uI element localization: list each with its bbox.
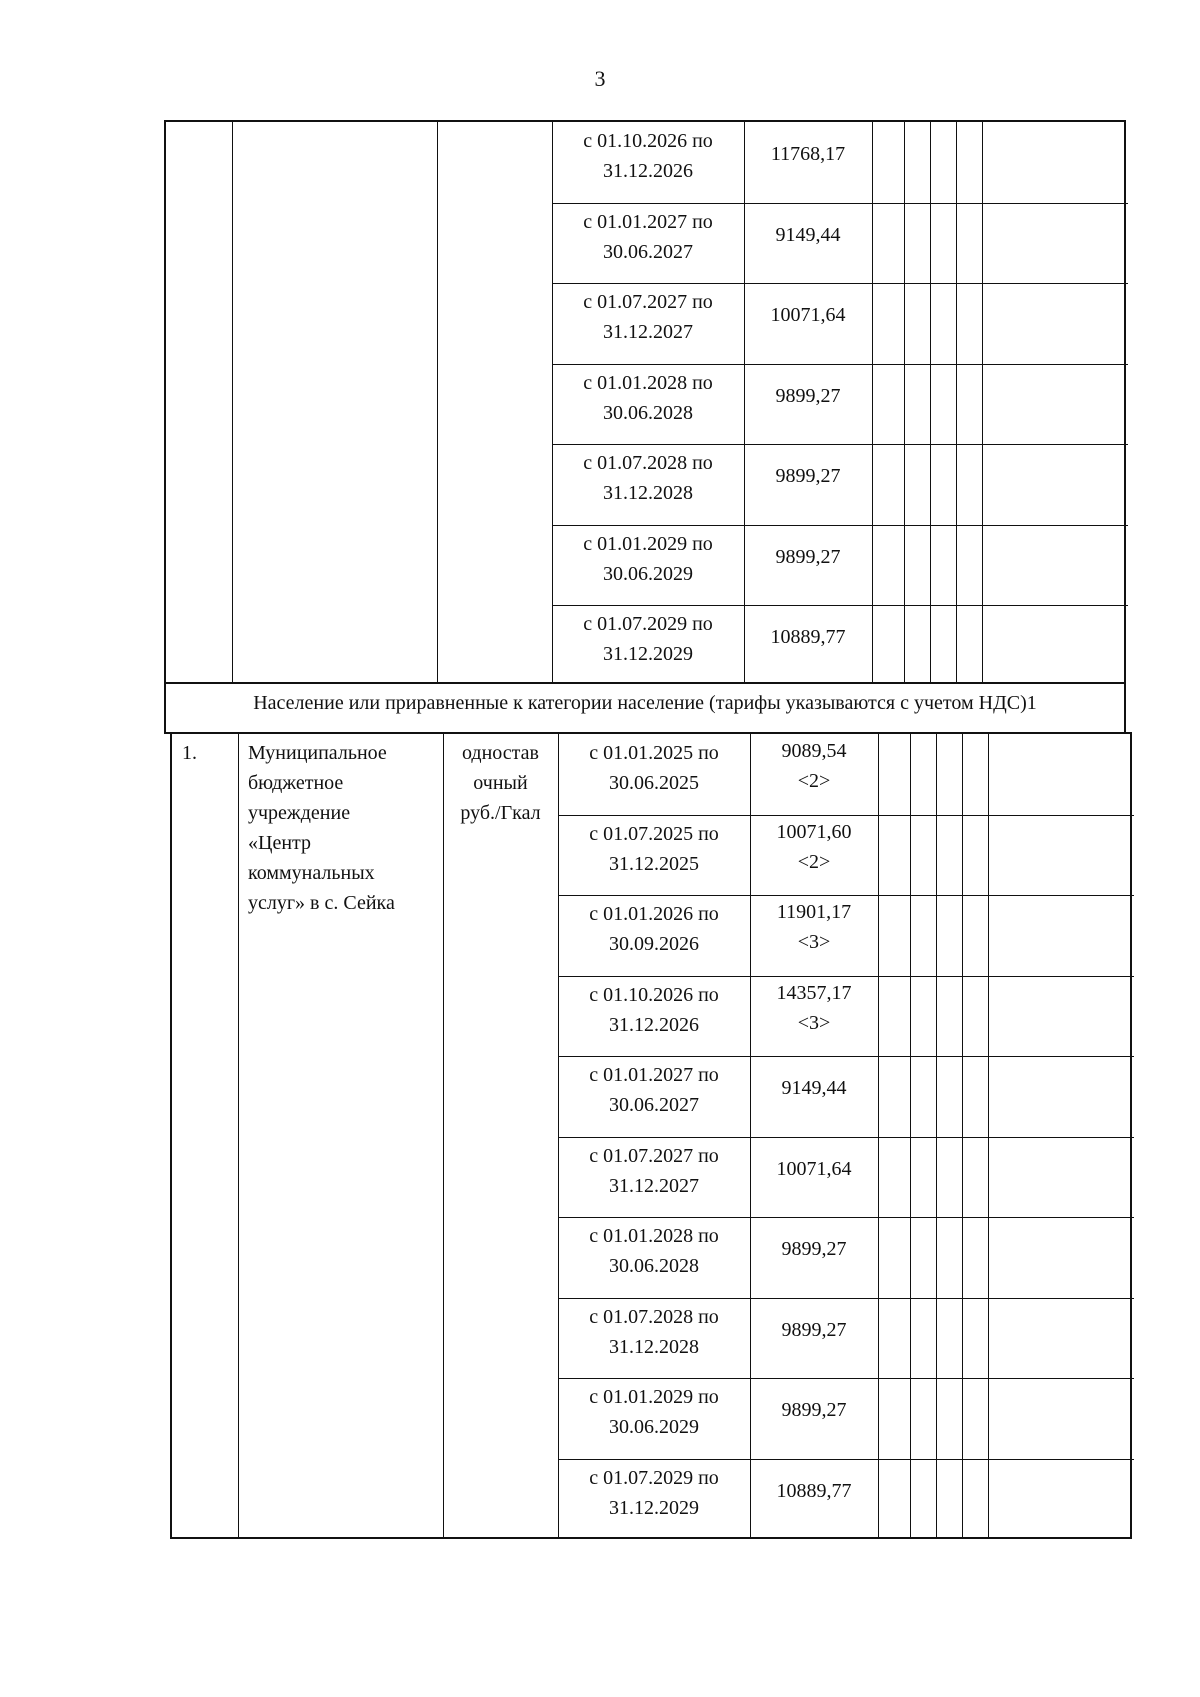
population-row-line bbox=[558, 1459, 1134, 1460]
continuation-row-line bbox=[552, 283, 1128, 284]
continuation-tariff-value: 9899,27 bbox=[775, 545, 841, 568]
continuation-period bbox=[552, 287, 744, 347]
continuation-row-line bbox=[552, 364, 1128, 365]
population-tariff-value: 9899,27 bbox=[781, 1399, 847, 1421]
population-value-cell bbox=[750, 1476, 878, 1506]
population-period bbox=[558, 738, 750, 798]
population-column-line bbox=[962, 734, 963, 1537]
population-period-start: с 01.01.2028 по bbox=[589, 1225, 719, 1247]
continuation-column-line bbox=[872, 122, 873, 682]
continuation-period-start: с 01.07.2027 по bbox=[583, 291, 713, 313]
continuation-period-end: 31.12.2029 bbox=[603, 643, 693, 665]
population-column-line bbox=[443, 734, 444, 1537]
population-period-end: 30.06.2029 bbox=[609, 1416, 699, 1438]
continuation-row-line bbox=[552, 525, 1128, 526]
page-number: 3 bbox=[594, 66, 606, 91]
continuation-tariff-value: 10889,77 bbox=[770, 626, 846, 648]
population-period-end: 30.09.2026 bbox=[609, 933, 699, 955]
population-value-cell bbox=[750, 1073, 878, 1103]
tariff-type-line: руб./Гкал bbox=[460, 802, 541, 824]
population-row-line bbox=[558, 1378, 1134, 1379]
tariff-type-line: одностав bbox=[462, 742, 539, 764]
continuation-tariff-value: 9899,27 bbox=[775, 465, 841, 487]
population-footnote-ref: <3> bbox=[797, 931, 831, 953]
population-tariff-value: 10071,60 bbox=[776, 820, 852, 843]
population-row-line bbox=[558, 1056, 1134, 1057]
population-period-start: с 01.01.2026 по bbox=[589, 903, 719, 925]
organization-name bbox=[248, 738, 438, 918]
population-period-end: 31.12.2025 bbox=[609, 852, 699, 875]
population-footnote-ref: <3> bbox=[797, 1011, 831, 1034]
population-value-cell bbox=[750, 1234, 878, 1264]
population-tariff-value: 9149,44 bbox=[781, 1077, 847, 1099]
continuation-column-line bbox=[930, 122, 931, 682]
population-period-start: с 01.07.2027 по bbox=[589, 1144, 719, 1167]
continuation-period bbox=[552, 609, 744, 669]
continuation-period-end: 31.12.2028 bbox=[603, 482, 693, 504]
population-period bbox=[558, 1221, 750, 1281]
continuation-column-line bbox=[956, 122, 957, 682]
population-period bbox=[558, 1463, 750, 1523]
continuation-value-cell bbox=[744, 622, 872, 652]
continuation-period-start: с 01.01.2027 по bbox=[583, 210, 713, 233]
population-value-cell bbox=[750, 736, 878, 796]
continuation-value-cell bbox=[744, 461, 872, 491]
tariff-table-continuation bbox=[164, 120, 1126, 684]
organization-name-line: коммунальных bbox=[248, 862, 375, 884]
continuation-period-start: с 01.07.2028 по bbox=[583, 452, 713, 474]
organization-name-line: бюджетное bbox=[248, 772, 344, 794]
population-period-start: с 01.01.2025 по bbox=[589, 742, 719, 764]
population-value-cell bbox=[750, 1395, 878, 1425]
population-column-line bbox=[936, 734, 937, 1537]
continuation-value-cell bbox=[744, 542, 872, 572]
continuation-column-line bbox=[904, 122, 905, 682]
continuation-value-cell bbox=[744, 300, 872, 330]
continuation-row-line bbox=[552, 605, 1128, 606]
population-period-end: 31.12.2029 bbox=[609, 1496, 699, 1519]
continuation-period bbox=[552, 126, 744, 186]
continuation-period-start: с 01.01.2029 по bbox=[583, 532, 713, 555]
continuation-period bbox=[552, 368, 744, 428]
population-period-start: с 01.07.2029 по bbox=[589, 1466, 719, 1489]
population-tariff-value: 9899,27 bbox=[781, 1318, 847, 1341]
population-value-cell bbox=[750, 897, 878, 957]
population-row-line bbox=[558, 976, 1134, 977]
continuation-period bbox=[552, 448, 744, 508]
continuation-column-line bbox=[437, 122, 438, 682]
population-value-cell bbox=[750, 1154, 878, 1184]
population-value-cell bbox=[750, 817, 878, 877]
population-tariff-value: 11901,17 bbox=[776, 901, 852, 923]
population-tariff-value: 9899,27 bbox=[781, 1238, 847, 1260]
continuation-tariff-value: 11768,17 bbox=[770, 143, 846, 165]
population-period bbox=[558, 1141, 750, 1201]
entry-number: 1. bbox=[182, 742, 197, 764]
population-period bbox=[558, 1302, 750, 1362]
population-footnote-ref: <2> bbox=[797, 850, 831, 873]
continuation-tariff-value: 9899,27 bbox=[775, 384, 841, 407]
organization-name-line: «Центр bbox=[248, 832, 312, 854]
population-period-end: 30.06.2027 bbox=[609, 1094, 699, 1116]
tariff-type-line: очный bbox=[473, 772, 528, 794]
population-period-end: 31.12.2027 bbox=[609, 1174, 699, 1197]
population-row-line bbox=[558, 1298, 1134, 1299]
continuation-row-line bbox=[552, 444, 1128, 445]
population-period bbox=[558, 819, 750, 879]
population-row-line bbox=[558, 895, 1134, 896]
tariff-table-population bbox=[170, 732, 1132, 1539]
continuation-tariff-value: 10071,64 bbox=[770, 304, 846, 326]
continuation-period-end: 30.06.2027 bbox=[603, 240, 693, 263]
continuation-period-end: 30.06.2029 bbox=[603, 562, 693, 585]
population-tariff-value: 10071,64 bbox=[776, 1157, 852, 1180]
population-period-start: с 01.01.2027 по bbox=[589, 1064, 719, 1086]
section-heading: Население или приравненные к категории население (тарифы указываются с учетом НДС)1 bbox=[164, 682, 1126, 734]
continuation-column-line bbox=[982, 122, 983, 682]
population-tariff-value: 9089,54 bbox=[781, 740, 847, 762]
continuation-value-cell bbox=[744, 139, 872, 169]
continuation-value-cell bbox=[744, 381, 872, 411]
population-row-line bbox=[558, 1137, 1134, 1138]
continuation-period-start: с 01.10.2026 по bbox=[583, 130, 713, 152]
population-period bbox=[558, 1060, 750, 1120]
population-period-start: с 01.07.2028 по bbox=[589, 1305, 719, 1328]
continuation-row-line bbox=[552, 203, 1128, 204]
population-period bbox=[558, 980, 750, 1040]
population-column-line bbox=[988, 734, 989, 1537]
tariff-type bbox=[443, 738, 558, 828]
continuation-period-start: с 01.01.2028 по bbox=[583, 371, 713, 394]
population-period-start: с 01.01.2029 по bbox=[589, 1386, 719, 1408]
population-period-end: 30.06.2025 bbox=[609, 772, 699, 794]
population-period-start: с 01.10.2026 по bbox=[589, 983, 719, 1006]
population-period-start: с 01.07.2025 по bbox=[589, 822, 719, 845]
population-column-line bbox=[910, 734, 911, 1537]
population-tariff-value: 10889,77 bbox=[776, 1479, 852, 1502]
continuation-period-start: с 01.07.2029 по bbox=[583, 613, 713, 635]
continuation-period-end: 30.06.2028 bbox=[603, 401, 693, 424]
population-row-line bbox=[558, 1217, 1134, 1218]
continuation-value-cell bbox=[744, 220, 872, 250]
population-period-end: 31.12.2026 bbox=[609, 1013, 699, 1036]
population-tariff-value: 14357,17 bbox=[776, 981, 852, 1004]
organization-name-line: учреждение bbox=[248, 802, 351, 824]
population-column-line bbox=[878, 734, 879, 1537]
population-footnote-ref: <2> bbox=[797, 770, 831, 792]
population-row-line bbox=[558, 815, 1134, 816]
continuation-period-end: 31.12.2027 bbox=[603, 321, 693, 343]
continuation-tariff-value: 9149,44 bbox=[775, 223, 841, 246]
population-value-cell bbox=[750, 1315, 878, 1345]
continuation-period-end: 31.12.2026 bbox=[603, 160, 693, 182]
organization-name-line: Муниципальное bbox=[248, 742, 387, 764]
population-period-end: 31.12.2028 bbox=[609, 1335, 699, 1358]
population-period bbox=[558, 1382, 750, 1442]
population-value-cell bbox=[750, 978, 878, 1038]
continuation-column-line bbox=[232, 122, 233, 682]
population-period bbox=[558, 899, 750, 959]
continuation-period bbox=[552, 529, 744, 589]
population-period-end: 30.06.2028 bbox=[609, 1255, 699, 1277]
organization-name-line: услуг» в с. Сейка bbox=[248, 892, 395, 914]
continuation-period bbox=[552, 207, 744, 267]
population-column-line bbox=[238, 734, 239, 1537]
